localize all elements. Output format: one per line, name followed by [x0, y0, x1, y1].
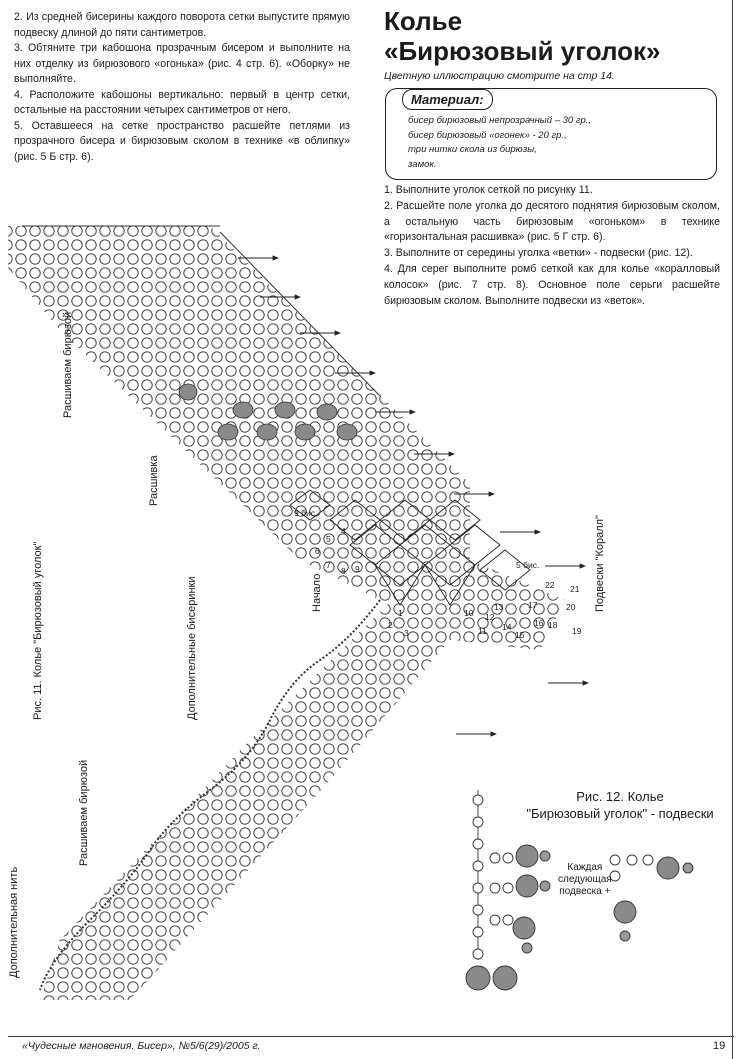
step-number: 16	[534, 618, 544, 628]
step-number: 19	[572, 626, 582, 636]
step-number: 4	[341, 526, 346, 536]
left-paragraph: 3. Обтяните три кабошона прозрачным бисером и выполните на них отделку из бирюзового «огонька» (рис. 4 стр. 6). «Оборку» не выполняйте.	[14, 42, 350, 85]
label-5-bis: 5 бис.	[516, 560, 540, 570]
materials-item: замок.	[408, 158, 437, 170]
note-line: Каждая	[567, 862, 603, 873]
figure-12-caption-line-2: "Бирюзовый уголок" - подвески	[526, 806, 714, 821]
step-number: 14	[502, 622, 512, 632]
label-dop-biserinki: Дополнительные бисеринки	[186, 576, 198, 720]
step-number: 6	[315, 546, 320, 556]
step-number: 21	[570, 584, 580, 594]
note-line: следующая	[558, 874, 612, 885]
figure-12-note	[558, 862, 612, 898]
subtitle: Цветную иллюстрацию смотрите на стр 14.	[384, 70, 615, 82]
label-rasshivaem-2: Расшиваем бирюзой	[78, 759, 90, 866]
title-line-1: Колье	[384, 6, 463, 36]
footer-rule	[8, 1036, 734, 1037]
right-paragraph: 4. Для серег выполните ромб сеткой как для колье «коралловый колосок» (рис. 7 стр. 8). Основное поле серьги расшейте бирюзовым сколом. Выполните подвески из «веток».	[384, 262, 720, 307]
label-podveski: Подвески "Коралл"	[594, 515, 606, 612]
step-number: 18	[548, 620, 558, 630]
label-rasshivaem-1: Расшиваем бирюзой	[62, 311, 74, 418]
title-line-2: «Бирюзовый уголок»	[384, 36, 661, 66]
step-number: 13	[494, 602, 504, 612]
footer-text: «Чудесные мгновения. Бисер», №5/6(29)/2005 г.	[22, 1040, 261, 1052]
step-number: 20	[566, 602, 576, 612]
step-number: 7	[326, 560, 331, 570]
materials-item: три нитки скола из бирюзы,	[408, 144, 537, 155]
right-paragraph: 1. Выполните уголок сеткой по рисунку 11.	[384, 184, 593, 196]
step-number: 12	[485, 612, 495, 622]
label-rasshivka: Расшивка	[148, 455, 160, 506]
left-paragraph: 4. Расположите кабошоны вертикально: первый в центр сетки, остальные на расстоянии четырех сантиметров от него.	[14, 88, 350, 116]
label-9-bis: 9 бис.	[294, 508, 318, 518]
right-paragraph: 3. Выполните от середины уголка «ветки» - подвески (рис. 12).	[384, 247, 693, 260]
step-number: 1	[398, 608, 403, 618]
step-number: 9	[355, 564, 360, 574]
step-number: 15	[515, 630, 525, 640]
left-paragraph: 2. Из средней бисерины каждого поворота сетки выпустите прямую подвеску длиной до пяти сантиметров.	[14, 11, 350, 39]
step-number: 5	[326, 534, 331, 544]
label-nachalo: Начало	[311, 573, 323, 612]
step-number: 17	[528, 600, 538, 610]
materials-label: Материал:	[402, 89, 493, 110]
figure-11-caption: Рис. 11. Колье "Бирюзовый уголок"	[32, 541, 44, 720]
step-number: 22	[545, 580, 555, 590]
step-number: 10	[464, 608, 474, 618]
label-dop-nit: Дополнительная нить	[8, 866, 20, 978]
step-number: 8	[341, 566, 346, 576]
materials-item: бисер бирюзовый непрозрачный – 30 гр.,	[408, 115, 592, 126]
step-number: 11	[478, 626, 487, 636]
right-paragraph: 2. Расшейте поле уголка до десятого поднятия бирюзовым сколом, а остальную часть бирюзовым «огоньком» в технике «горизонтальная расшивка» (рис. 5 Г стр. 6).	[384, 199, 720, 244]
figure-12-caption	[505, 788, 735, 822]
materials-item: бисер бирюзовый «огонек» - 20 гр.,	[408, 129, 567, 141]
step-number: 3	[404, 628, 409, 638]
step-number: 2	[388, 620, 393, 630]
figure-12-caption-line-1: Рис. 12. Колье	[576, 789, 664, 804]
left-paragraph: 5. Оставшееся на сетке пространство расшейте петлями из прозрачного бисера и бирюзовым сколом в технике «в облипку» (рис. 5 Б стр. 6).	[14, 119, 350, 163]
note-line: подвеска +	[559, 886, 611, 897]
page-number: 19	[713, 1040, 726, 1052]
